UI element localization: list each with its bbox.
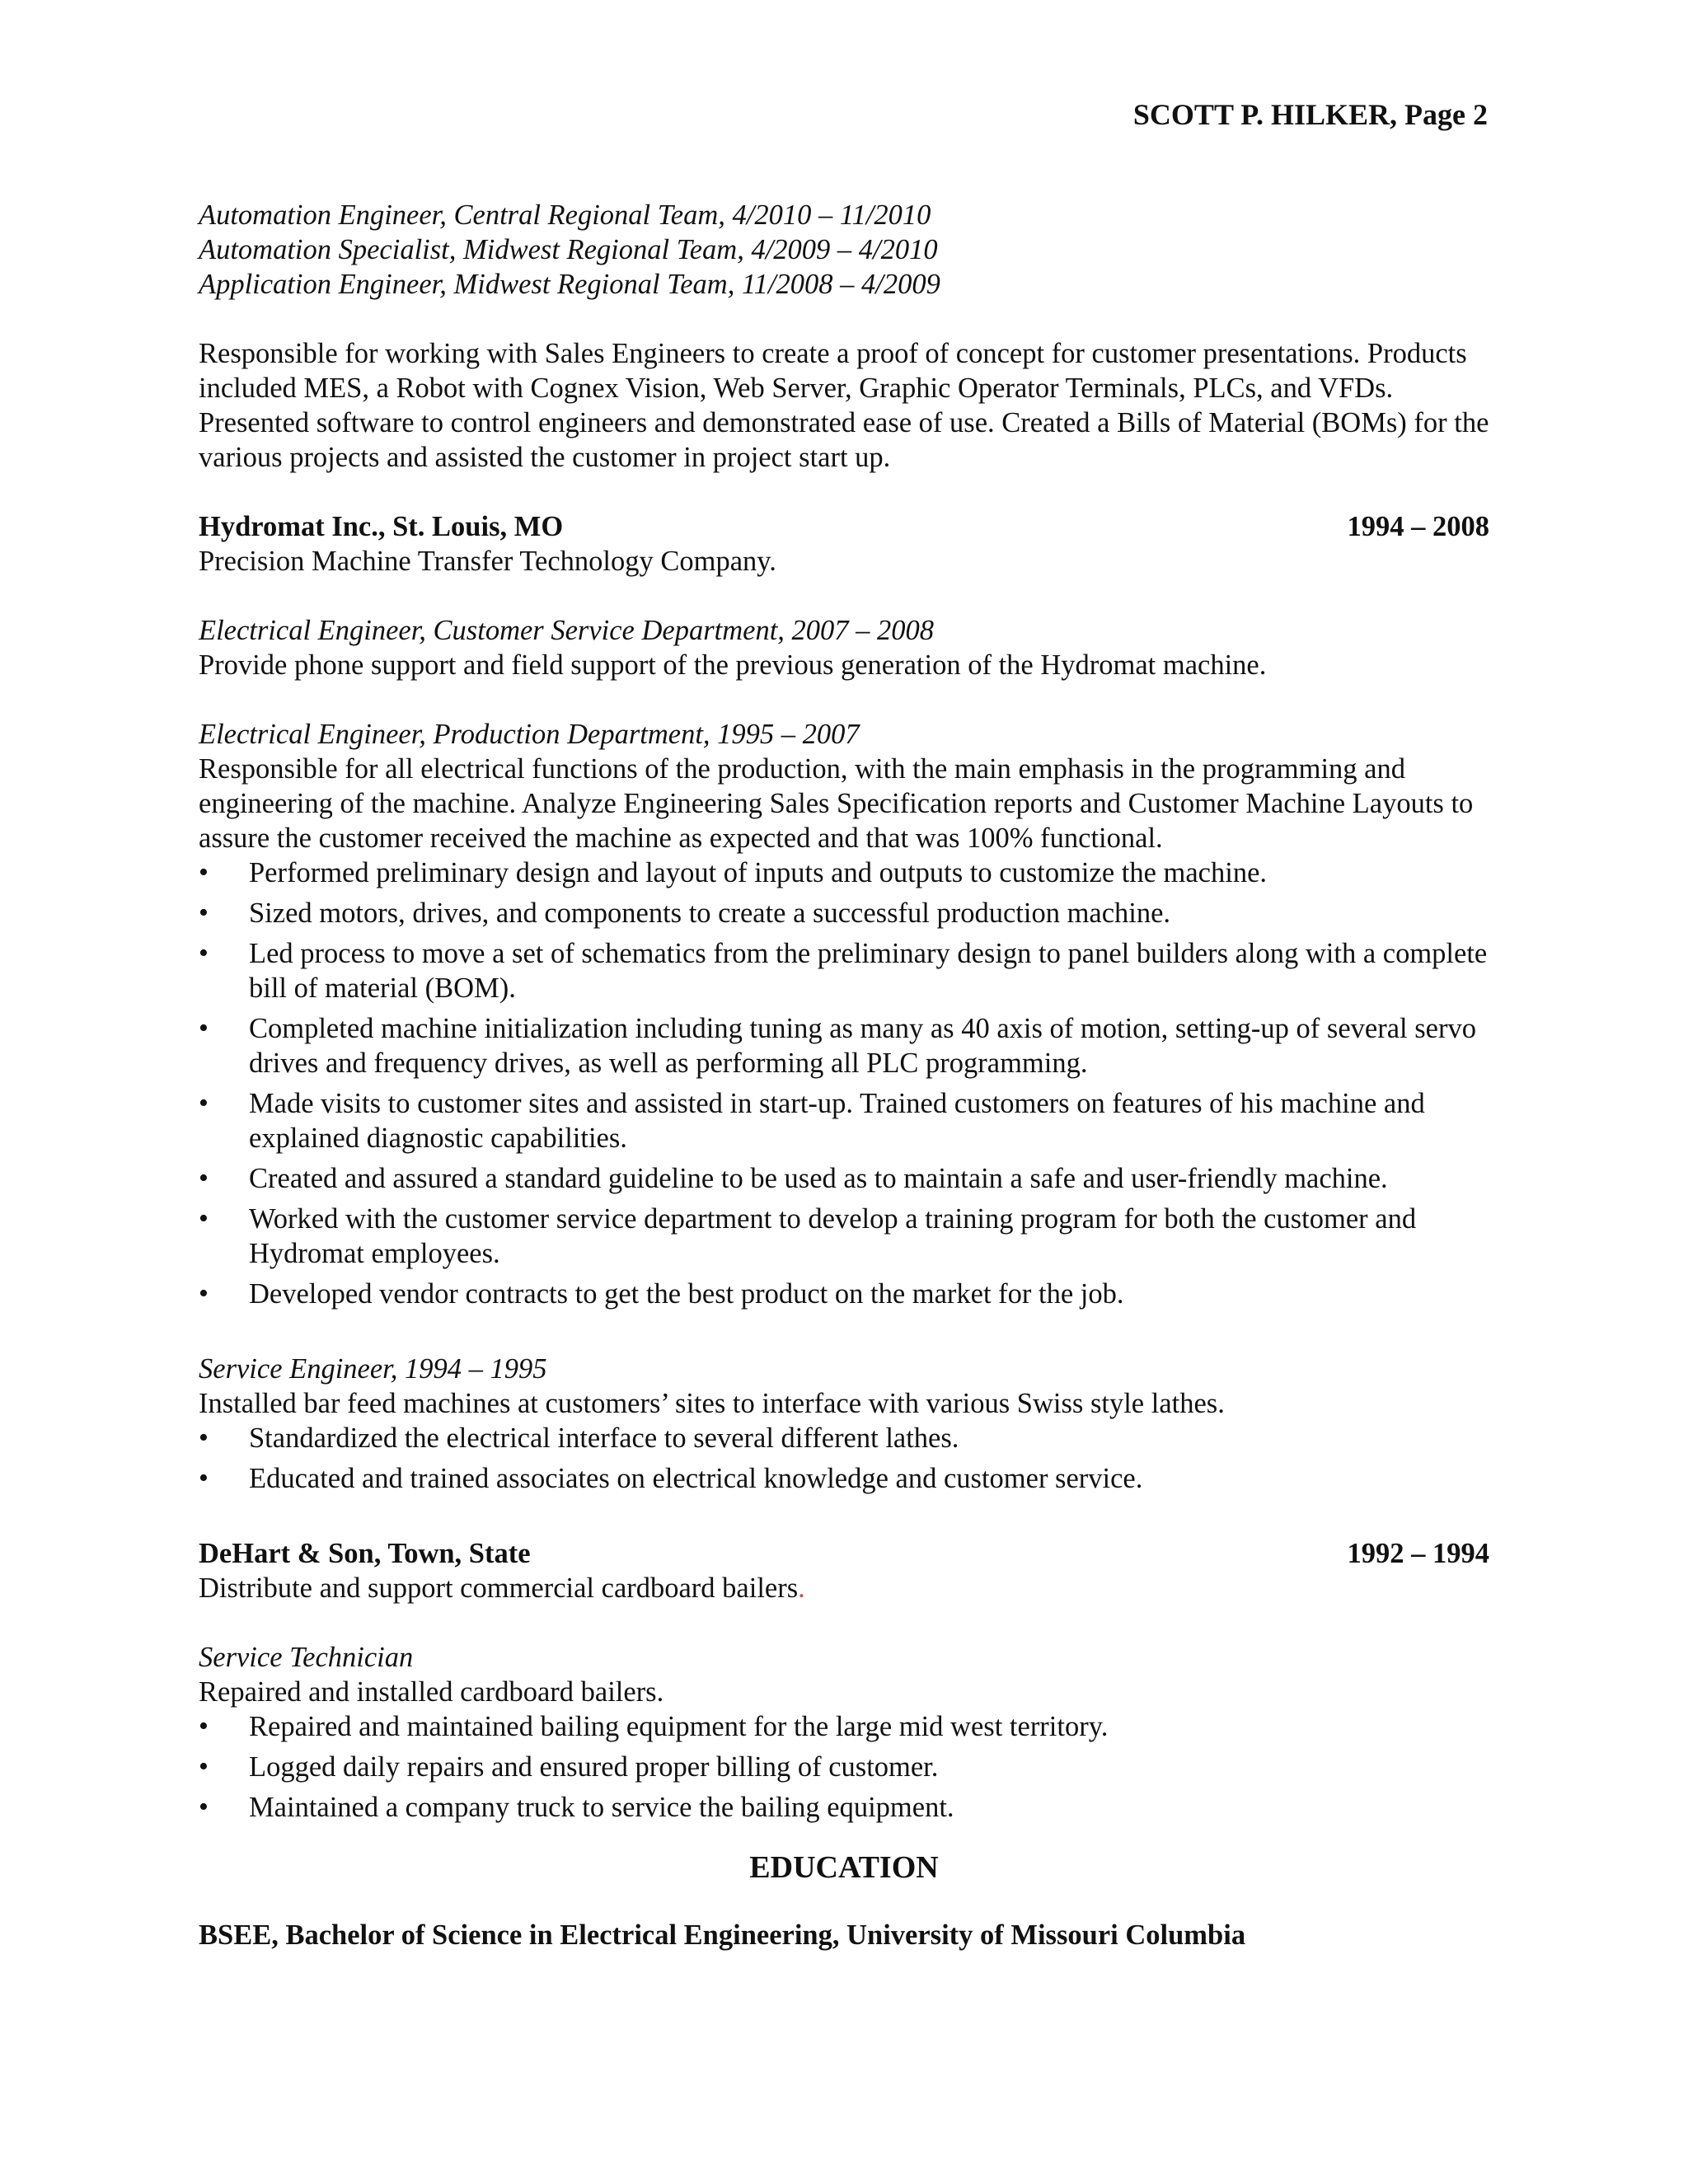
bullet-icon: • bbox=[199, 1163, 209, 1193]
employer-dates: 1994 – 2008 bbox=[1347, 511, 1489, 542]
employer-tagline: Distribute and support commercial cardboard bailers. bbox=[199, 1572, 805, 1604]
list-item: • Standardized the electrical interface to several different lathes. bbox=[199, 1422, 959, 1454]
role-title: Electrical Engineer, Production Department, 1995 – 2007 bbox=[199, 719, 860, 750]
bullet-icon: • bbox=[199, 1422, 209, 1453]
role-description: Responsible for all electrical functions of the production, with the main emphasis in the programming and engineering of the machine. Analyze Engineering Sales Specification reports and Customer Machine Layouts to assure the customer received the machine as expected and that was 100% functional. bbox=[199, 753, 1474, 854]
bullet-icon: • bbox=[199, 898, 209, 928]
employer-name: Hydromat Inc., St. Louis, MO bbox=[199, 511, 564, 542]
education-degree: BSEE, Bachelor of Science in Electrical Engineering, University of Missouri Columbia bbox=[199, 1919, 1246, 1951]
bullet-list bbox=[199, 1709, 1489, 1825]
bullet-icon: • bbox=[199, 1278, 209, 1309]
bullet-list bbox=[199, 855, 1489, 1311]
role-description: Installed bar feed machines at customers’ sites to interface with various Swiss style lathes. bbox=[199, 1388, 1225, 1419]
employer-tagline: Precision Machine Transfer Technology Company. bbox=[199, 546, 776, 577]
list-item: • Made visits to customer sites and assisted in start-up. Trained customers on features of his machine and explained diagnostic capabilities. bbox=[199, 1088, 1425, 1154]
bullet-icon: • bbox=[199, 1792, 209, 1822]
list-item: • Repaired and maintained bailing equipment for the large mid west territory. bbox=[199, 1711, 1109, 1742]
role-title: Service Technician bbox=[199, 1642, 414, 1673]
employer-row-dehart bbox=[199, 1536, 1489, 1571]
role-title: Application Engineer, Midwest Regional Team, 11/2008 – 4/2009 bbox=[199, 269, 940, 300]
role-description: Repaired and installed cardboard bailers. bbox=[199, 1676, 664, 1708]
role-title: Electrical Engineer, Customer Service Department, 2007 – 2008 bbox=[199, 615, 935, 646]
bullet-list bbox=[199, 1421, 1489, 1496]
bullet-icon: • bbox=[199, 1203, 209, 1234]
list-item: • Educated and trained associates on electrical knowledge and customer service. bbox=[199, 1463, 1143, 1494]
role-title: Automation Specialist, Midwest Regional Team, 4/2009 – 4/2010 bbox=[199, 234, 938, 265]
list-item: • Sized motors, drives, and components to create a successful production machine. bbox=[199, 898, 1171, 929]
employer-dates: 1992 – 1994 bbox=[1347, 1538, 1489, 1569]
list-item: • Worked with the customer service department to develop a training program for both the customer and Hydromat employees. bbox=[199, 1203, 1417, 1269]
role-titles bbox=[199, 198, 1489, 302]
employer-row-hydromat bbox=[199, 509, 1489, 544]
list-item: • Developed vendor contracts to get the best product on the market for the job. bbox=[199, 1278, 1124, 1310]
section-heading-education: EDUCATION bbox=[749, 1850, 939, 1885]
bullet-icon: • bbox=[199, 1088, 209, 1118]
resume-content bbox=[199, 198, 1489, 1952]
list-item: • Created and assured a standard guideline to be used as to maintain a safe and user-friendly machine. bbox=[199, 1163, 1388, 1194]
bullet-icon: • bbox=[199, 857, 209, 888]
list-item: • Completed machine initialization including tuning as many as 40 axis of motion, setting-up of several servo drives and frequency drives, as well as performing all PLC programming. bbox=[199, 1013, 1476, 1079]
bullet-icon: • bbox=[199, 1751, 209, 1782]
role-description: Provide phone support and field support of the previous generation of the Hydromat machine. bbox=[199, 649, 1267, 681]
role-title: Service Engineer, 1994 – 1995 bbox=[199, 1353, 547, 1385]
list-item: • Logged daily repairs and ensured proper billing of customer. bbox=[199, 1751, 939, 1783]
bullet-icon: • bbox=[199, 1013, 209, 1043]
list-item: • Performed preliminary design and layout of inputs and outputs to customize the machine. bbox=[199, 857, 1268, 888]
bullet-icon: • bbox=[199, 1463, 209, 1493]
employer-name: DeHart & Son, Town, State bbox=[199, 1538, 531, 1569]
page-header: SCOTT P. HILKER, Page 2 bbox=[1132, 98, 1488, 131]
role-title: Automation Engineer, Central Regional Team, 4/2010 – 11/2010 bbox=[199, 199, 931, 231]
list-item: • Led process to move a set of schematics from the preliminary design to panel builders along with a complete bill of material (BOM). bbox=[199, 938, 1488, 1004]
bullet-icon: • bbox=[199, 1711, 209, 1741]
role-description: Responsible for working with Sales Engineers to create a proof of concept for customer presentations. Products included MES, a Robot with Cognex Vision, Web Server, Graphic Operator Terminals, PLCs, and VFDs. Presented software to control engineers and demonstrated ease of use. Created a Bills of Material (BOMs) for the various projects and assisted the customer in project start up. bbox=[199, 338, 1489, 473]
bullet-icon: • bbox=[199, 938, 209, 968]
list-item: • Maintained a company truck to service the bailing equipment. bbox=[199, 1792, 954, 1823]
